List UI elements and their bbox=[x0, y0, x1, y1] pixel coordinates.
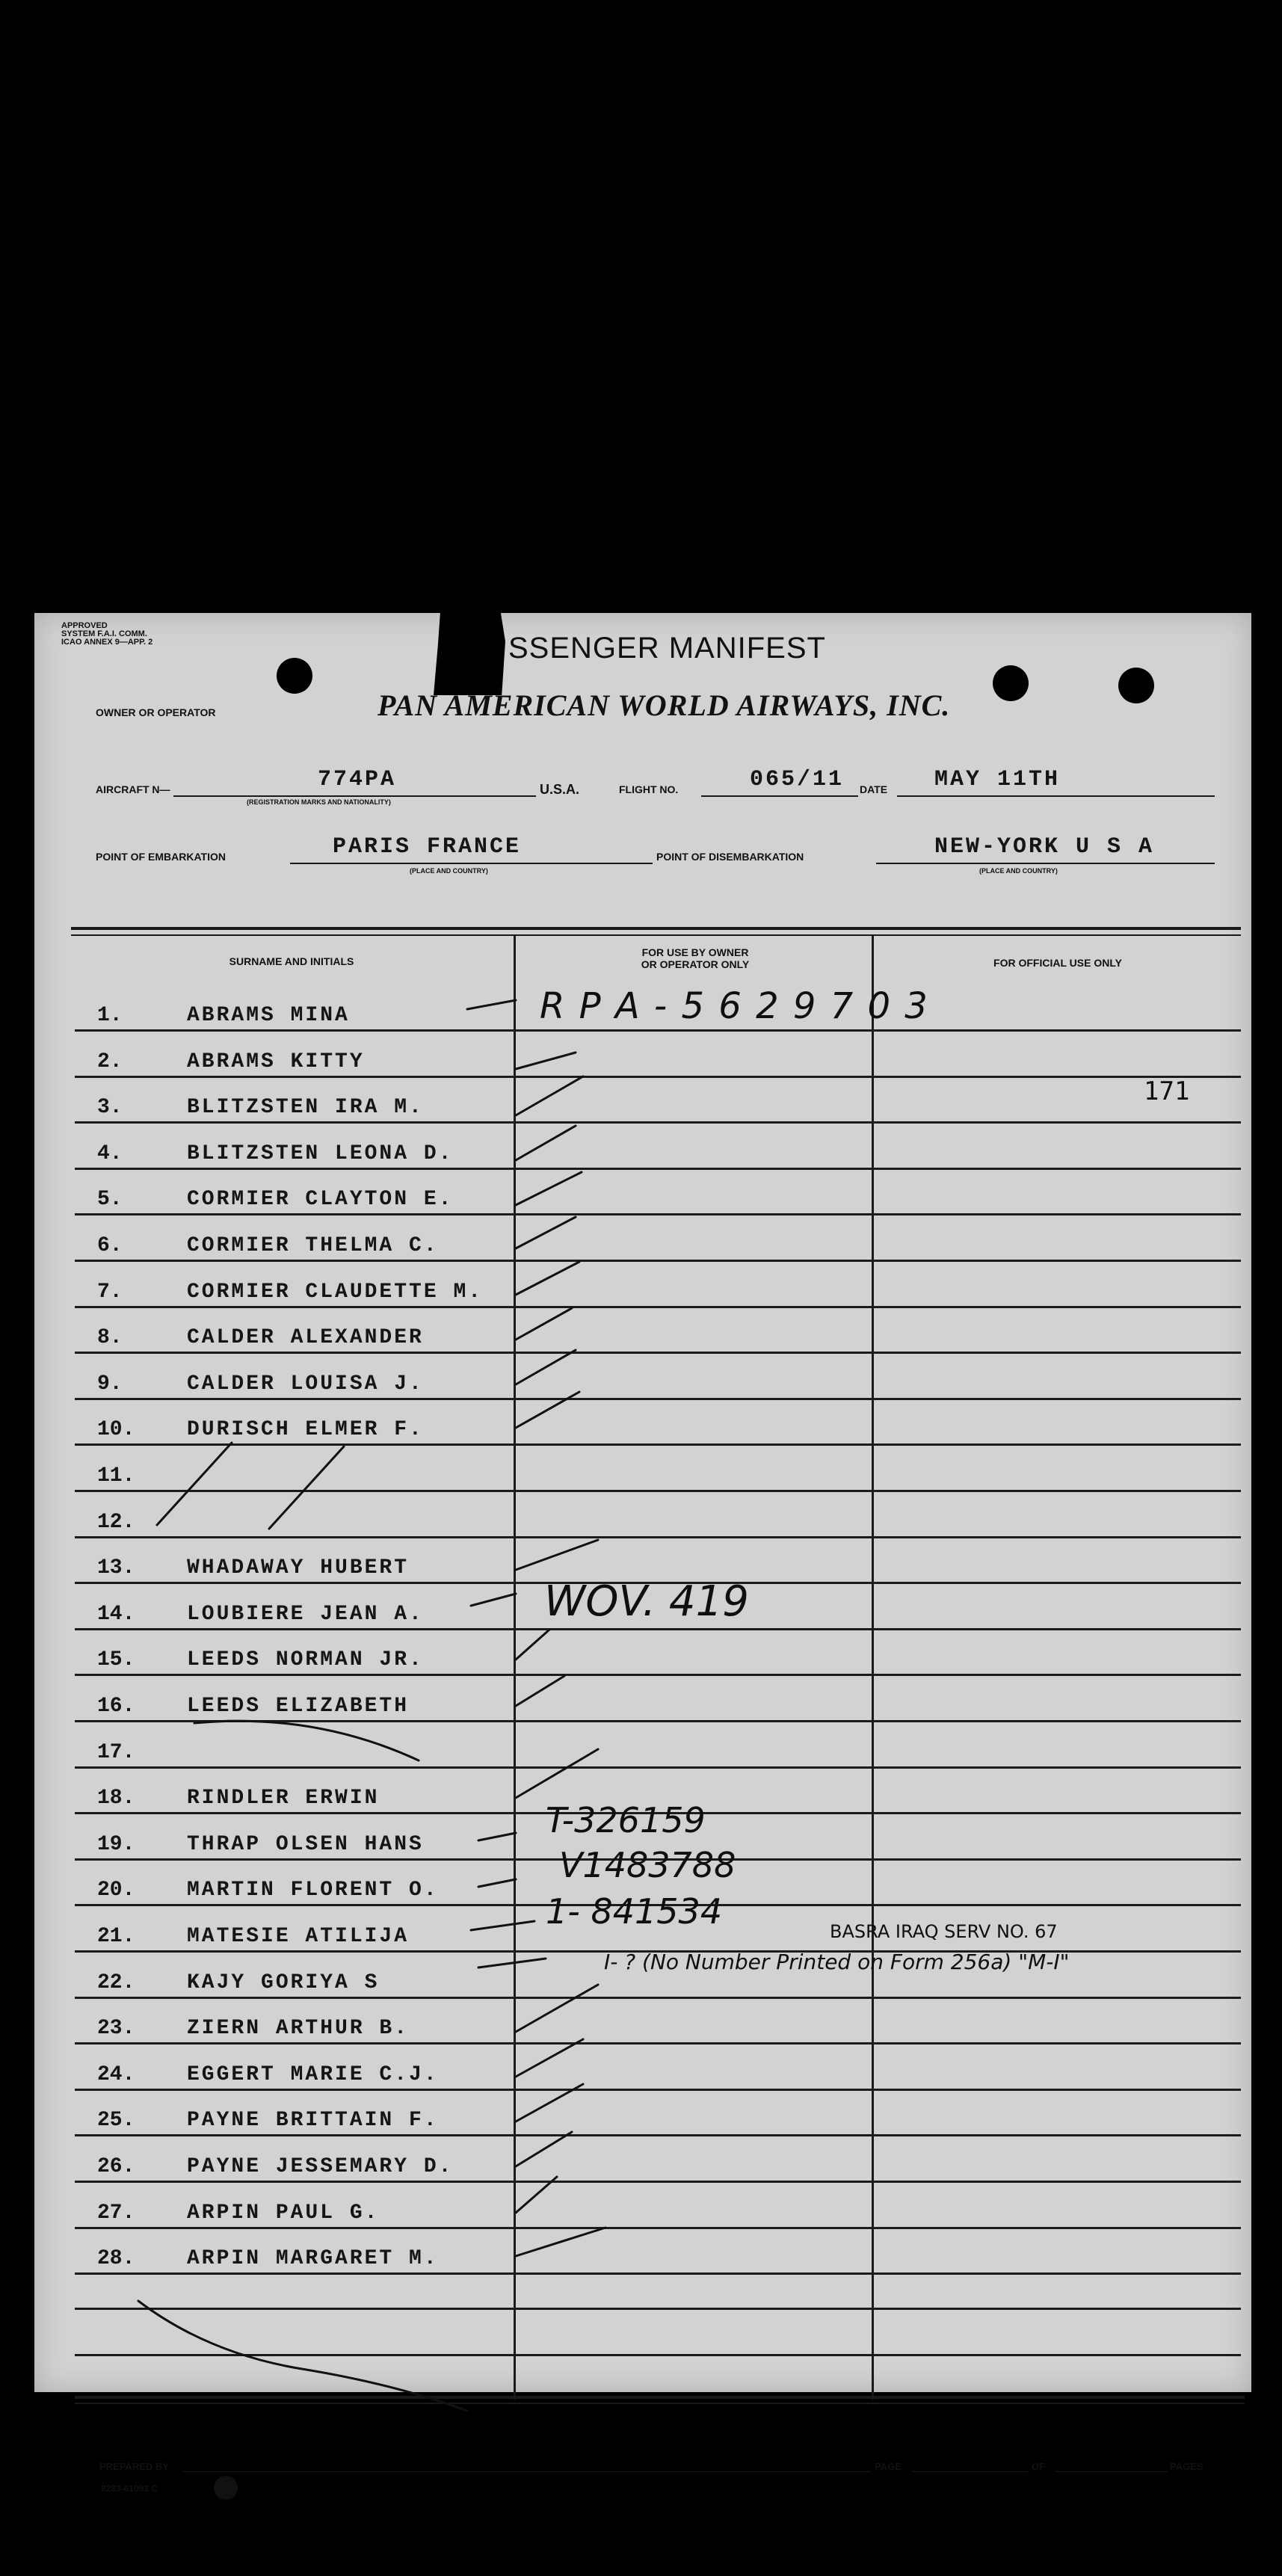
passenger-name: BLITZSTEN IRA M. bbox=[187, 1096, 424, 1120]
passenger-name: ARPIN MARGARET M. bbox=[187, 2247, 439, 2271]
passenger-name: CORMIER THELMA C. bbox=[187, 1234, 439, 1257]
row-number: 26. bbox=[97, 2155, 135, 2178]
table-row bbox=[75, 1998, 1241, 2045]
row-rule bbox=[75, 2273, 1241, 2275]
approval-line-1: APPROVED bbox=[61, 621, 108, 630]
row-number: 12. bbox=[97, 1510, 135, 1534]
row-number: 8. bbox=[97, 1326, 123, 1350]
handwritten-r1: R P A - 5 6 2 9 7 0 3 bbox=[540, 985, 929, 1027]
row-number: 4. bbox=[97, 1141, 123, 1165]
table-row bbox=[75, 2136, 1241, 2183]
column-header-official: FOR OFFICIAL USE ONLY bbox=[993, 957, 1122, 969]
date-label: DATE bbox=[860, 783, 888, 795]
form-number: 9283-61093 C bbox=[101, 2483, 158, 2494]
row-number: 16. bbox=[97, 1695, 135, 1718]
page-label: PAGE bbox=[875, 2461, 902, 2472]
table-row bbox=[75, 1446, 1241, 1492]
passenger-name: RINDLER ERWIN bbox=[187, 1787, 380, 1811]
table-row bbox=[75, 1169, 1241, 1215]
row-number: 24. bbox=[97, 2062, 135, 2086]
handwritten-r20: V1483788 bbox=[559, 1845, 736, 1885]
passenger-name: LEEDS ELIZABETH bbox=[187, 1695, 410, 1718]
row-number: 7. bbox=[97, 1280, 123, 1304]
handwritten-r19: T-326159 bbox=[546, 1800, 706, 1840]
country-label: U.S.A. bbox=[540, 782, 580, 797]
passenger-name: CORMIER CLAUDETTE M. bbox=[187, 1280, 484, 1304]
passenger-name: ABRAMS KITTY bbox=[187, 1050, 365, 1073]
prepared-by-line bbox=[183, 2471, 871, 2472]
row-number: 1. bbox=[97, 1004, 123, 1027]
blank-rule-2 bbox=[75, 2354, 1241, 2356]
passenger-name: THRAP OLSEN HANS bbox=[187, 1832, 424, 1856]
table-row bbox=[75, 1722, 1241, 1769]
table-row bbox=[75, 2045, 1241, 2091]
disembarkation-label: POINT OF DISEMBARKATION bbox=[656, 851, 804, 863]
table-row bbox=[75, 1215, 1241, 1262]
approval-line-3: ICAO ANNEX 9—APP. 2 bbox=[61, 638, 153, 647]
prepared-by-label: PREPARED BY bbox=[99, 2461, 169, 2472]
passenger-name: KAJY GORIYA S bbox=[187, 1970, 380, 1994]
table-row bbox=[75, 1124, 1241, 1170]
table-bottom-rule-2 bbox=[75, 2403, 1245, 2404]
embarkation-sub: (PLACE AND COUNTRY) bbox=[410, 867, 488, 875]
passenger-name: CORMIER CLAYTON E. bbox=[187, 1188, 454, 1212]
row-number: 14. bbox=[97, 1602, 135, 1626]
embarkation-value: PARIS FRANCE bbox=[333, 834, 522, 860]
table-row bbox=[75, 2090, 1241, 2136]
flight-value: 065/11 bbox=[750, 767, 845, 792]
row-number: 21. bbox=[97, 1925, 135, 1948]
table-row bbox=[75, 1307, 1241, 1354]
table-top-rule bbox=[71, 927, 1241, 930]
row-number: 11. bbox=[97, 1464, 135, 1488]
table-top-rule-2 bbox=[71, 934, 1241, 936]
punch-hole-2 bbox=[993, 665, 1029, 701]
row-number: 13. bbox=[97, 1556, 135, 1580]
row-number: 27. bbox=[97, 2201, 135, 2225]
row-number: 18. bbox=[97, 1787, 135, 1811]
passenger-name: MATESIE ATILIJA bbox=[187, 1925, 410, 1948]
passenger-name: CALDER LOUISA J. bbox=[187, 1372, 424, 1396]
passenger-name: LEEDS NORMAN JR. bbox=[187, 1648, 424, 1672]
aircraft-underline bbox=[173, 795, 536, 797]
table-row bbox=[75, 2183, 1241, 2229]
row-number: 3. bbox=[97, 1096, 123, 1120]
table-row bbox=[75, 1399, 1241, 1446]
punch-hole-3 bbox=[1118, 668, 1154, 703]
disembarkation-underline bbox=[876, 863, 1215, 864]
approval-stamp bbox=[61, 622, 241, 647]
row-number: 9. bbox=[97, 1372, 123, 1396]
torn-notch bbox=[434, 606, 505, 695]
passenger-name: DURISCH ELMER F. bbox=[187, 1418, 424, 1442]
column-header-name: SURNAME AND INITIALS bbox=[229, 955, 354, 967]
table-row bbox=[75, 2228, 1241, 2275]
row-number: 2. bbox=[97, 1050, 123, 1073]
owner-label: OWNER OR OPERATOR bbox=[96, 706, 216, 718]
row-number: 28. bbox=[97, 2247, 135, 2271]
table-row bbox=[75, 1077, 1241, 1124]
passenger-name: MARTIN FLORENT O. bbox=[187, 1879, 439, 1902]
disembarkation-value: NEW-YORK U S A bbox=[934, 834, 1155, 860]
passenger-name: LOUBIERE JEAN A. bbox=[187, 1602, 424, 1626]
embarkation-label: POINT OF EMBARKATION bbox=[96, 851, 226, 863]
page-line bbox=[912, 2471, 1028, 2472]
table-row bbox=[75, 1492, 1241, 1538]
handwritten-r22: I- ? (No Number Printed on Form 256a) "M-I" bbox=[604, 1950, 1070, 1974]
row-number: 15. bbox=[97, 1648, 135, 1672]
handwritten-r14: WOV. 419 bbox=[544, 1577, 749, 1626]
of-line bbox=[1056, 2471, 1168, 2472]
passenger-name: ABRAMS MINA bbox=[187, 1004, 350, 1027]
of-label: OF bbox=[1032, 2461, 1046, 2472]
stamp-dot bbox=[214, 2476, 238, 2500]
flight-label: FLIGHT NO. bbox=[619, 783, 679, 795]
passenger-name: ZIERN ARTHUR B. bbox=[187, 2017, 410, 2041]
table-row bbox=[75, 1354, 1241, 1400]
row-number: 23. bbox=[97, 2017, 135, 2041]
row-number: 17. bbox=[97, 1740, 135, 1764]
passenger-name: ARPIN PAUL G. bbox=[187, 2201, 380, 2225]
table-row bbox=[75, 1032, 1241, 1078]
passenger-name: WHADAWAY HUBERT bbox=[187, 1556, 410, 1580]
aircraft-label: AIRCRAFT N— bbox=[96, 783, 170, 795]
disembarkation-sub: (PLACE AND COUNTRY) bbox=[979, 867, 1058, 875]
column-header-owner: FOR USE BY OWNER OR OPERATOR ONLY bbox=[641, 946, 750, 970]
passenger-name: EGGERT MARIE C.J. bbox=[187, 2062, 439, 2086]
page-title: SSENGER MANIFEST bbox=[508, 632, 826, 665]
row-number: 5. bbox=[97, 1188, 123, 1212]
table-row bbox=[75, 1262, 1241, 1308]
passenger-name: CALDER ALEXANDER bbox=[187, 1326, 424, 1350]
handwritten-r21: 1- 841534 bbox=[546, 1891, 723, 1932]
row-number: 10. bbox=[97, 1418, 135, 1442]
aircraft-value: 774PA bbox=[318, 767, 397, 792]
passenger-name: PAYNE BRITTAIN F. bbox=[187, 2109, 439, 2133]
company-name: PAN AMERICAN WORLD AIRWAYS, INC. bbox=[377, 688, 951, 722]
row-number: 25. bbox=[97, 2109, 135, 2133]
aircraft-sub: (REGISTRATION MARKS AND NATIONALITY) bbox=[247, 798, 391, 806]
row-number: 20. bbox=[97, 1879, 135, 1902]
official-note-171: 171 bbox=[1144, 1076, 1190, 1106]
table-row bbox=[75, 1676, 1241, 1722]
passenger-name: PAYNE JESSEMARY D. bbox=[187, 2155, 454, 2178]
embarkation-underline bbox=[290, 863, 653, 864]
table-bottom-rule bbox=[75, 2396, 1245, 2399]
passenger-name: BLITZSTEN LEONA D. bbox=[187, 1141, 454, 1165]
pages-label: PAGES bbox=[1170, 2461, 1204, 2472]
table-row bbox=[75, 1630, 1241, 1676]
handwritten-r22-top: BASRA IRAQ SERV NO. 67 bbox=[830, 1921, 1058, 1942]
date-underline bbox=[897, 795, 1215, 797]
approval-line-2: SYSTEM F.A.I. COMM. bbox=[61, 629, 147, 638]
blank-rule-1 bbox=[75, 2308, 1241, 2310]
flight-underline bbox=[701, 795, 858, 797]
row-number: 6. bbox=[97, 1234, 123, 1257]
punch-hole-1 bbox=[277, 658, 312, 694]
row-number: 19. bbox=[97, 1832, 135, 1856]
row-number: 22. bbox=[97, 1970, 135, 1994]
date-value: MAY 11TH bbox=[934, 767, 1061, 792]
